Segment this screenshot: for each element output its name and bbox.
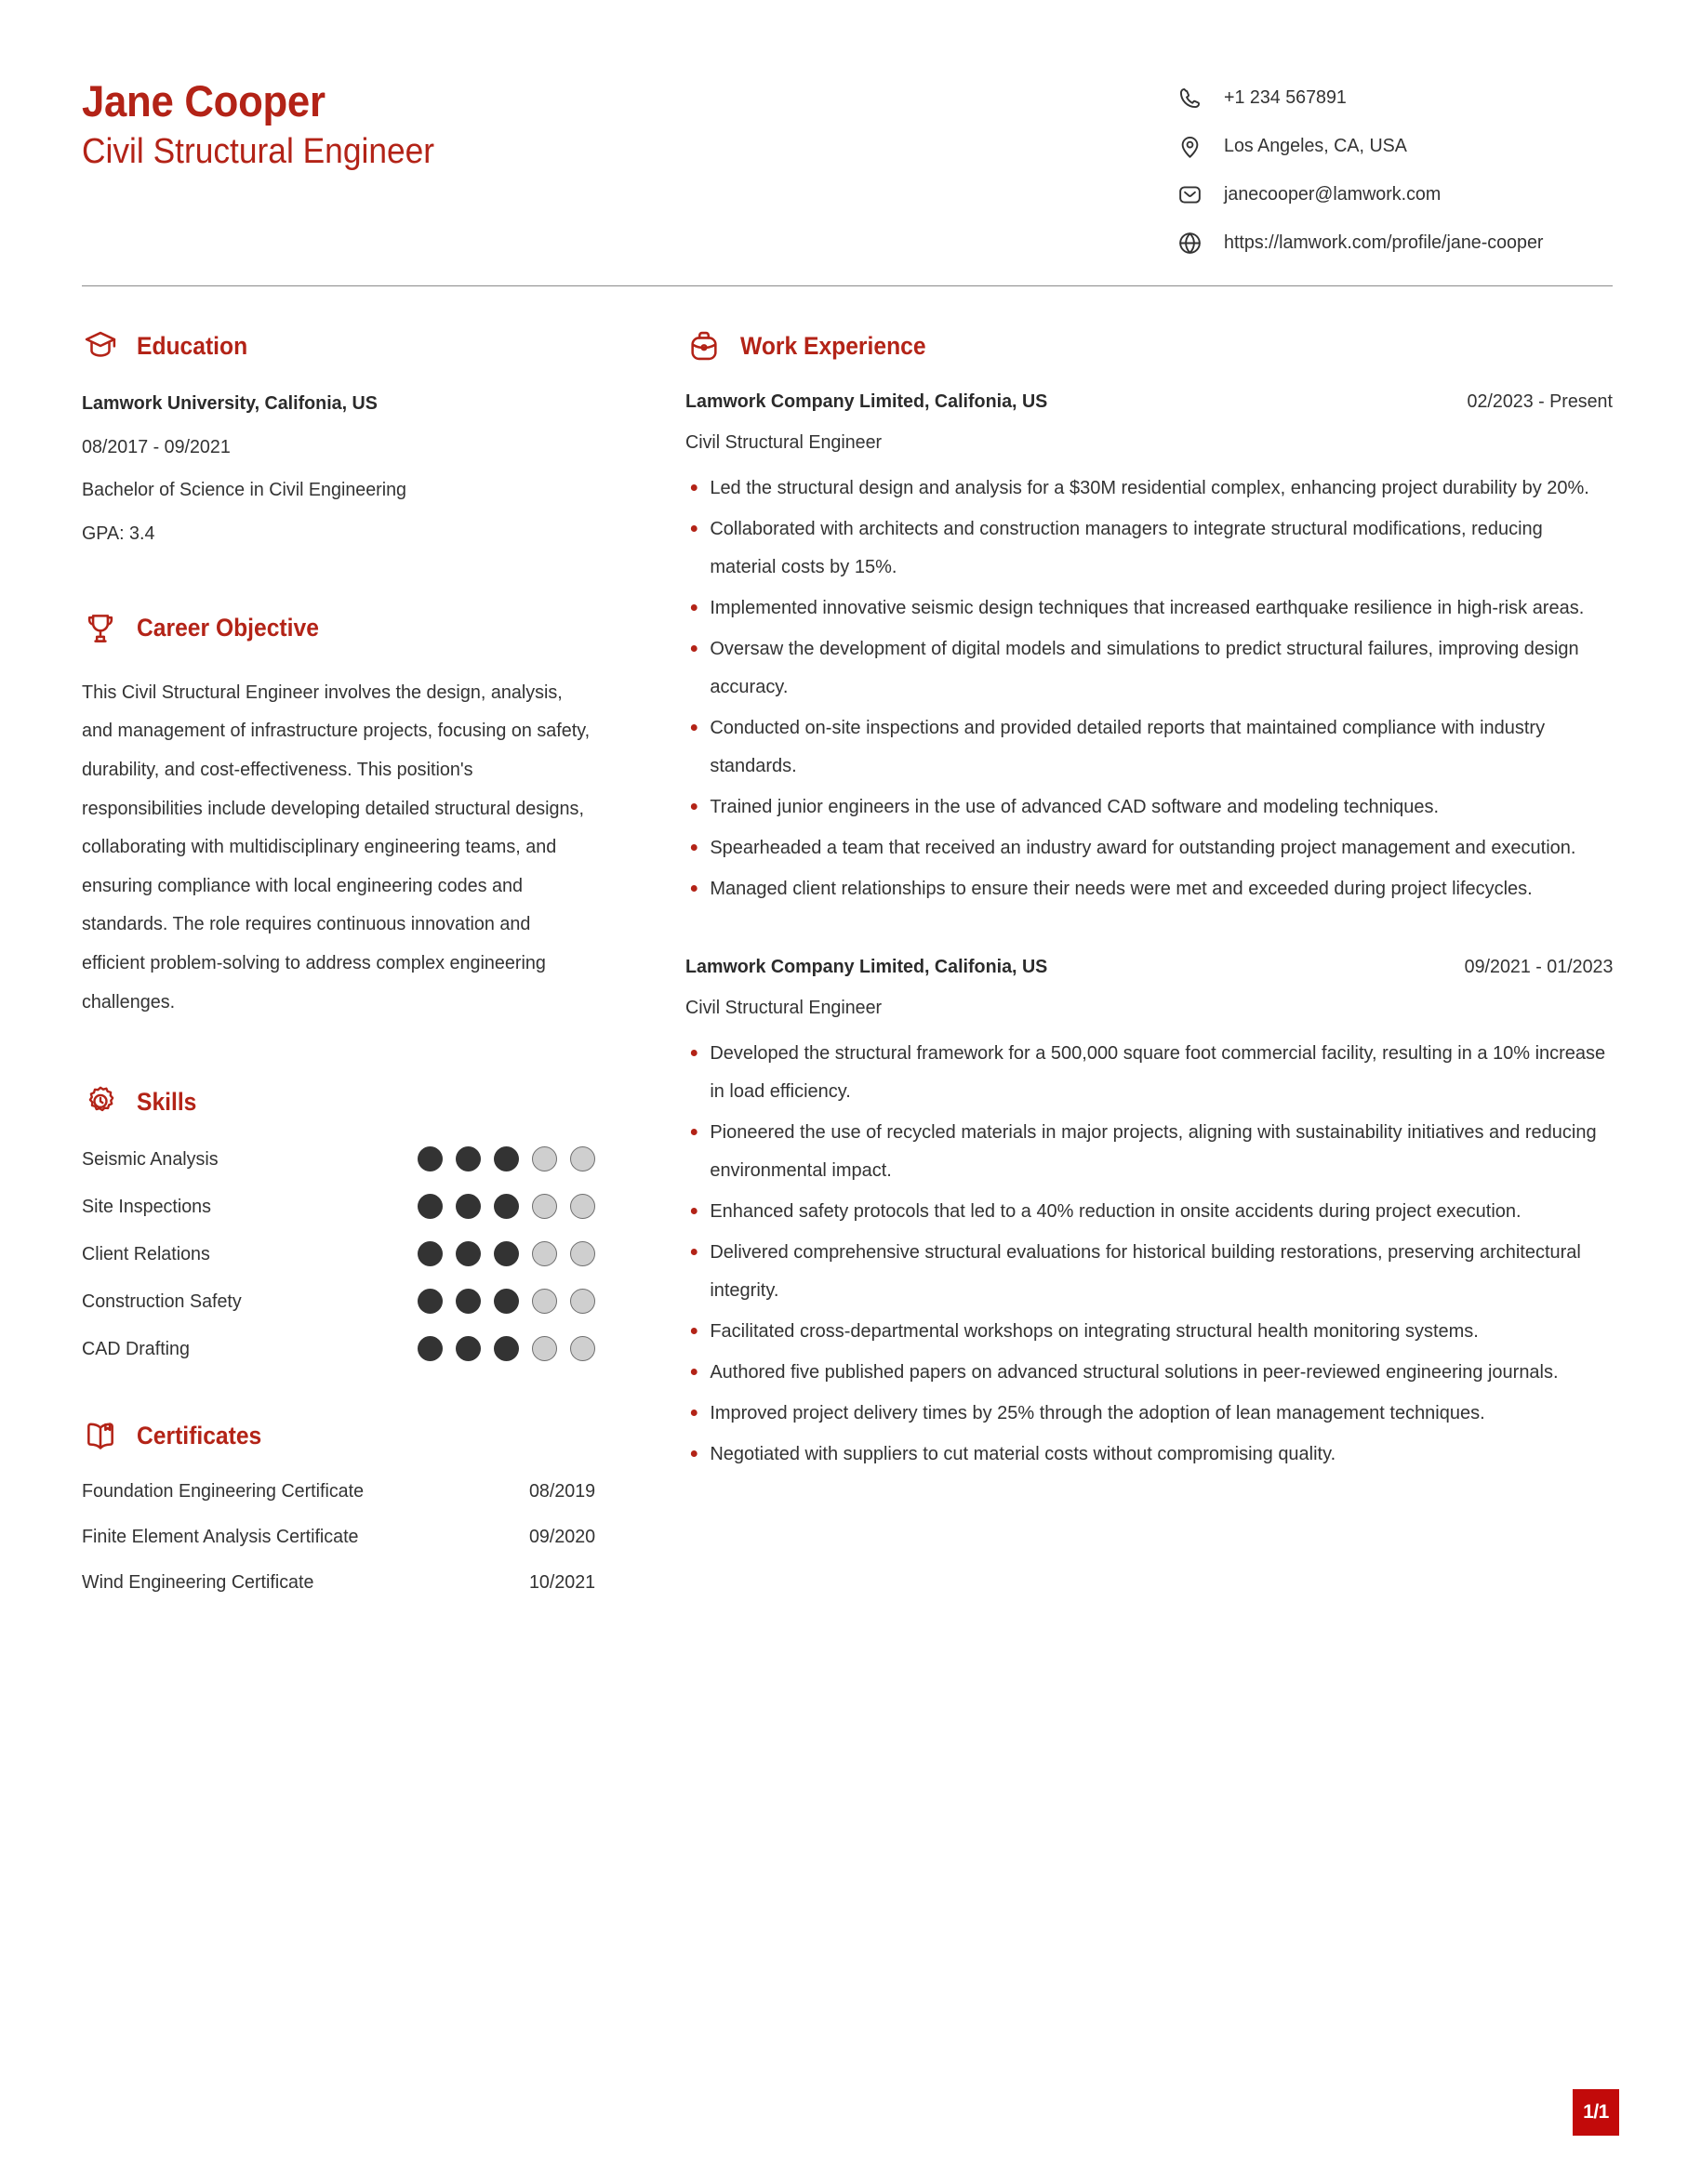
skill-dot-filled bbox=[494, 1146, 519, 1171]
skill-dot-empty bbox=[532, 1289, 557, 1314]
skill-dot-filled bbox=[418, 1146, 443, 1171]
education-title: Education bbox=[137, 331, 248, 360]
certificate-row bbox=[82, 1480, 595, 1502]
job-spacer bbox=[685, 935, 1613, 956]
job-bullet: Improved project delivery times by 25% through the adoption of lean management techniques. bbox=[685, 1394, 1612, 1432]
graduation-cap-icon bbox=[82, 327, 119, 364]
skill-dot-filled bbox=[494, 1241, 519, 1266]
certificate-name: Finite Element Analysis Certificate bbox=[82, 1526, 359, 1548]
section-certificates bbox=[82, 1417, 595, 1594]
skill-dot-empty bbox=[570, 1241, 595, 1266]
skill-name: Site Inspections bbox=[82, 1195, 211, 1217]
skills-heading bbox=[82, 1083, 595, 1120]
job-header bbox=[685, 390, 1613, 413]
job-header bbox=[685, 956, 1613, 978]
work-experience-title: Work Experience bbox=[740, 331, 926, 360]
skill-dot-filled bbox=[418, 1289, 443, 1314]
skill-dot-empty bbox=[570, 1336, 595, 1361]
certificates-title: Certificates bbox=[137, 1421, 262, 1449]
job-bullet: Managed client relationships to ensure their needs were met and exceeded during project lifecycles. bbox=[685, 869, 1612, 907]
email-value: janecooper@lamwork.com bbox=[1224, 183, 1442, 205]
job-role: Civil Structural Engineer bbox=[685, 997, 883, 1018]
skill-dot-empty bbox=[532, 1194, 557, 1219]
job-company: Lamwork Company Limited, Califonia, US bbox=[685, 956, 1048, 977]
education-heading bbox=[82, 327, 595, 364]
job-entry bbox=[685, 956, 1613, 1473]
skill-dot-filled bbox=[494, 1336, 519, 1361]
job-entry bbox=[685, 390, 1613, 907]
job-bullet: Implemented innovative seismic design techniques that increased earthquake resilience in high-risk areas. bbox=[685, 589, 1612, 627]
trophy-icon bbox=[82, 610, 119, 647]
certificate-name: Foundation Engineering Certificate bbox=[82, 1480, 365, 1502]
education-degree: Bachelor of Science in Civil Engineering bbox=[82, 479, 406, 501]
certificates-heading bbox=[82, 1417, 595, 1454]
certificate-date: 08/2019 bbox=[528, 1480, 595, 1502]
contact-item-email[interactable] bbox=[1176, 180, 1613, 208]
section-work-experience bbox=[685, 327, 1613, 1473]
job-dates: 09/2021 - 01/2023 bbox=[1464, 956, 1613, 977]
gear-clock-icon bbox=[82, 1083, 119, 1120]
website-value: https://lamwork.com/profile/jane-cooper bbox=[1224, 232, 1544, 253]
certificate-date: 09/2020 bbox=[528, 1526, 595, 1548]
skill-level-dots bbox=[418, 1194, 595, 1219]
skill-dot-empty bbox=[570, 1289, 595, 1314]
job-bullet: Oversaw the development of digital models and simulations to predict structural failures, improving design accuracy. bbox=[685, 629, 1612, 706]
body-columns bbox=[82, 286, 1613, 1594]
skills-list bbox=[82, 1146, 595, 1361]
education-gpa: GPA: 3.4 bbox=[82, 523, 155, 545]
globe-icon bbox=[1176, 229, 1203, 257]
right-column bbox=[640, 327, 1613, 1476]
job-bullet: Developed the structural framework for a 500,000 square foot commercial facility, resulting in a 10% increase in load efficiency. bbox=[685, 1034, 1612, 1110]
job-bullet: Conducted on-site inspections and provided detailed reports that maintained compliance with industry standards. bbox=[685, 708, 1612, 785]
skill-name: Seismic Analysis bbox=[82, 1147, 219, 1170]
job-bullet: Facilitated cross-departmental workshops on integrating structural health monitoring systems. bbox=[685, 1312, 1612, 1350]
skill-row bbox=[82, 1241, 595, 1266]
job-bullet: Collaborated with architects and construction managers to integrate structural modifications, reducing material costs by 15%. bbox=[685, 510, 1612, 586]
certificate-date: 10/2021 bbox=[528, 1571, 595, 1594]
skill-level-dots bbox=[418, 1336, 595, 1361]
job-bullet: Delivered comprehensive structural evaluations for historical building restorations, preserving architectural integrity. bbox=[685, 1233, 1612, 1309]
job-bullet: Trained junior engineers in the use of advanced CAD software and modeling techniques. bbox=[685, 788, 1612, 826]
section-career-objective bbox=[82, 610, 595, 1021]
skill-name: CAD Drafting bbox=[82, 1337, 190, 1359]
job-bullet: Enhanced safety protocols that led to a 40% reduction in onsite accidents during project execution. bbox=[685, 1192, 1612, 1230]
job-company: Lamwork Company Limited, Califonia, US bbox=[685, 390, 1048, 412]
education-dates: 08/2017 - 09/2021 bbox=[82, 435, 231, 457]
skills-title: Skills bbox=[137, 1087, 197, 1116]
page-title: Jane Cooper bbox=[82, 76, 326, 126]
skill-dot-filled bbox=[456, 1241, 481, 1266]
phone-value: +1 234 567891 bbox=[1224, 86, 1347, 108]
skill-row bbox=[82, 1194, 595, 1219]
job-bullet-list bbox=[685, 469, 1613, 907]
career-objective-text: This Civil Structural Engineer involves the design, analysis, and management of infrastructure projects, focusing on safety, durability, and cost-effectiveness. This position's responsibilities include developing detailed structural designs, collaborating with multidisciplinary engineering teams, and ensuring compliance with local engineering codes and standards. The role requires continuous innovation and efficient problem-solving to address complex engineering challenges. bbox=[82, 681, 591, 1013]
identity-block bbox=[82, 73, 461, 174]
briefcase-icon bbox=[685, 327, 723, 364]
job-bullet-list bbox=[685, 1034, 1613, 1473]
job-bullet: Spearheaded a team that received an industry award for outstanding project management and execution. bbox=[685, 828, 1612, 867]
skill-dot-empty bbox=[570, 1194, 595, 1219]
job-title: Civil Structural Engineer bbox=[82, 131, 435, 171]
job-bullet: Negotiated with suppliers to cut material costs without compromising quality. bbox=[685, 1435, 1612, 1473]
skill-dot-empty bbox=[532, 1146, 557, 1171]
phone-icon bbox=[1176, 84, 1203, 112]
skill-name: Construction Safety bbox=[82, 1290, 242, 1312]
work-experience-heading bbox=[685, 327, 1613, 364]
career-objective-title: Career Objective bbox=[137, 614, 319, 642]
job-bullet: Authored five published papers on advanced structural solutions in peer-reviewed engineering journals. bbox=[685, 1353, 1612, 1391]
skill-dot-filled bbox=[494, 1194, 519, 1219]
skill-dot-filled bbox=[456, 1289, 481, 1314]
certificates-list bbox=[82, 1480, 595, 1594]
skill-dot-filled bbox=[418, 1194, 443, 1219]
skill-level-dots bbox=[418, 1146, 595, 1171]
page-number-badge: 1/1 bbox=[1573, 2089, 1619, 2136]
location-value: Los Angeles, CA, USA bbox=[1224, 135, 1407, 156]
education-school: Lamwork University, Califonia, US bbox=[82, 392, 378, 414]
contact-item-location[interactable] bbox=[1176, 132, 1613, 160]
skill-row bbox=[82, 1146, 595, 1171]
skill-dot-filled bbox=[494, 1289, 519, 1314]
resume-header bbox=[82, 54, 1613, 257]
section-skills bbox=[82, 1083, 595, 1361]
skill-row bbox=[82, 1289, 595, 1314]
left-column bbox=[82, 327, 640, 1594]
certificate-name: Wind Engineering Certificate bbox=[82, 1571, 314, 1594]
location-pin-icon bbox=[1176, 132, 1203, 160]
skill-row bbox=[82, 1336, 595, 1361]
certificate-row bbox=[82, 1526, 595, 1548]
section-education bbox=[82, 327, 595, 548]
skill-dot-empty bbox=[570, 1146, 595, 1171]
job-bullet: Led the structural design and analysis for a $30M residential complex, enhancing project durability by 20%. bbox=[685, 469, 1612, 507]
skill-dot-filled bbox=[456, 1146, 481, 1171]
skill-dot-filled bbox=[418, 1336, 443, 1361]
career-objective-heading bbox=[82, 610, 595, 647]
skill-dot-empty bbox=[532, 1241, 557, 1266]
open-book-icon bbox=[82, 1417, 119, 1454]
skill-name: Client Relations bbox=[82, 1242, 210, 1264]
certificate-row bbox=[82, 1571, 595, 1594]
skill-level-dots bbox=[418, 1289, 595, 1314]
jobs-list bbox=[685, 390, 1613, 1473]
skill-dot-empty bbox=[532, 1336, 557, 1361]
job-dates: 02/2023 - Present bbox=[1467, 390, 1613, 412]
skill-dot-filled bbox=[418, 1241, 443, 1266]
contact-list bbox=[1176, 73, 1613, 257]
skill-level-dots bbox=[418, 1241, 595, 1266]
job-bullet: Pioneered the use of recycled materials in major projects, aligning with sustainability initiatives and reducing environmental impact. bbox=[685, 1113, 1612, 1189]
skill-dot-filled bbox=[456, 1336, 481, 1361]
contact-item-website[interactable] bbox=[1176, 229, 1613, 257]
job-role: Civil Structural Engineer bbox=[685, 431, 883, 453]
contact-item-phone[interactable] bbox=[1176, 84, 1613, 112]
envelope-icon bbox=[1176, 180, 1203, 208]
skill-dot-filled bbox=[456, 1194, 481, 1219]
